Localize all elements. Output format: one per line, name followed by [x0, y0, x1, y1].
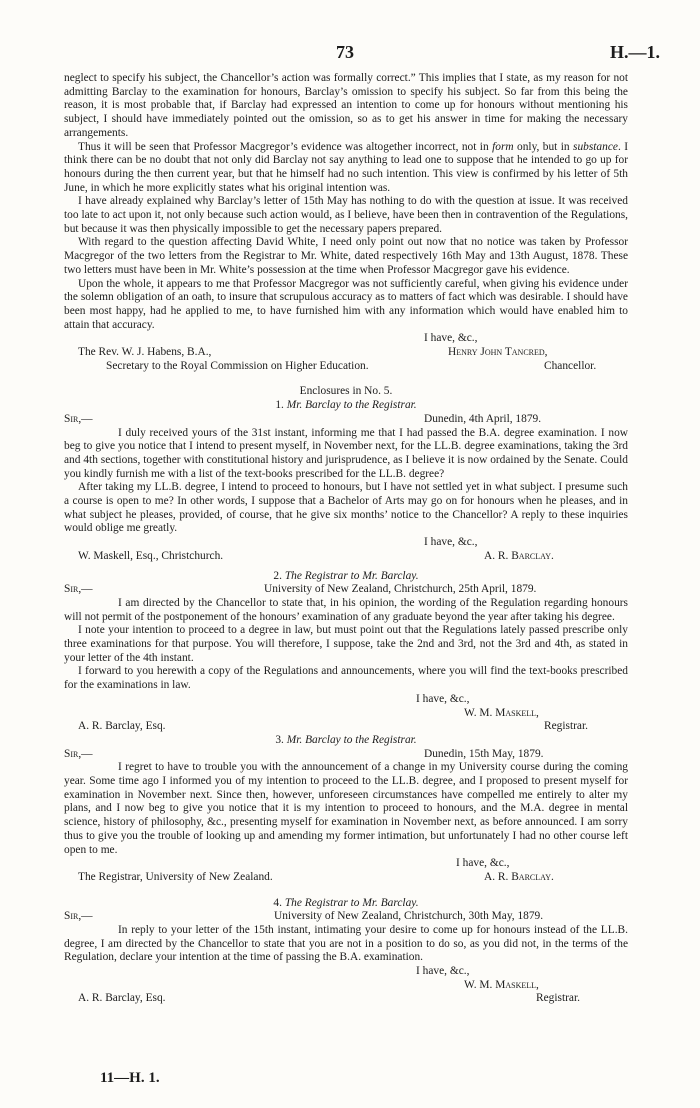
paragraph: I regret to have to trouble you with the announcement of a change in my University course during the coming year. Some time ago I informed you of my intention to proceed to the LL.B. degree, and I proposed to present myself for examination in November next. Since then, however, unforeseen circumstances have compelled me entirely to alter my plans, and I now beg to give you notice that it is my intention to proceed to honours, and the M.A. degree in mental science, history of philosophy, &c., presenting myself for examination in November next, as before announced. I am sorry thus to give you the trouble of looking up and amending my former intimation, but unfortunately I had no other course left open to me. [64, 761, 628, 856]
paragraph: Upon the whole, it appears to me that Professor Macgregor was not sufficiently careful, when giving his evidence under the solemn obligation of an oath, to insure that scrupulous accuracy as to matters of fact which was desirable. I should have been most happy, had he applied to me, to have furnished him with any information which would have enabled him to attain that accuracy. [64, 277, 628, 331]
addressee: A. R. Barclay, Esq. [78, 992, 166, 1005]
salutation: Sir,— [64, 747, 93, 760]
paragraph: I duly received yours of the 31st instant, informing me that I had passed the B.A. degree examination. I now beg to give you notice that I intend to present myself, in November next, for the LL.B. degree examinations, taking the 3rd and 4th sections, together with constitutional history and jurisprudence, as I believe it is now ordained by the Senate. Could you kindly furnish me with a list of the text-books prescribed for the LL.B. degree? [64, 426, 628, 480]
addressee: W. Maskell, Esq., Christchurch. [78, 549, 224, 562]
signatory-title: Registrar. [536, 992, 580, 1005]
signatory: A. R. Barclay. [484, 549, 554, 562]
paragraph: In reply to your letter of the 15th instant, intimating your desire to come up for honours instead of the LL.B. degree, I am directed by the Chancellor to state that you are not in a position to do so, as you did not, in the terms of the Regulation, declare your intention at the time of passing the B.A. examination. [64, 923, 628, 964]
addressee: A. R. Barclay, Esq. [78, 720, 166, 733]
signatory-title: Registrar. [544, 720, 588, 733]
signature-block: I have, &c., [424, 332, 478, 345]
paragraph: With regard to the question affecting David White, I need only point out now that no notice was taken by Professor Macgregor of the two letters from the Registrar to Mr. White, dated respectively 16th May and 13th August, 1878. These two letters must have been in Mr. White’s possession at the time when Professor Macgregor gave his evidence. [64, 236, 628, 276]
paragraph: I forward to you herewith a copy of the Regulations and announcements, where you will find the text-books prescribed for the examinations in law. [64, 665, 628, 692]
letter-heading: 1. Mr. Barclay to the Registrar. [275, 399, 417, 412]
addressee-title: Secretary to the Royal Commission on Higher Education. [106, 359, 369, 372]
signatory: Henry John Tancred, [448, 346, 548, 359]
signatory: W. M. Maskell, [464, 706, 539, 719]
page-footer: 11—H. 1. [100, 1070, 160, 1086]
paragraph: Thus it will be seen that Professor Macgregor’s evidence was altogether incorrect, not in form only, but in substance. I think there can be no doubt that not only did Barclay not say anything to lead one to suppose that he intended to go up for honours during the then current year, but that he himself had no such intention. This view is confirmed by his letter of 5th June, in which he more explicitly states what his original intention was. [64, 140, 629, 194]
paragraph: I note your intention to proceed to a degree in law, but must point out that the Regulations lately passed prescribe only three examinations for that purpose. You will therefore, I suppose, take the 2nd and 3rd, not the 3rd and 4th, as stated in your letter of the 4th instant. [64, 624, 628, 664]
paragraph: I am directed by the Chancellor to state that, in his opinion, the wording of the Regulation regarding honours will not permit of the postponement of the honours’ examination of any graduate beyond the year after taking his degree. [64, 596, 628, 623]
enclosures-heading: Enclosures in No. 5. [299, 385, 393, 398]
salutation: Sir,— [64, 583, 93, 596]
salutation: Sir,— [64, 910, 93, 923]
signatory-title: Chancellor. [544, 359, 597, 372]
letter-heading: 4. The Registrar to Mr. Barclay. [273, 896, 419, 909]
page-number: 73 [336, 42, 354, 62]
letter-heading: 2. The Registrar to Mr. Barclay. [273, 569, 419, 582]
signatory: W. M. Maskell, [464, 978, 539, 991]
place-date: University of New Zealand, Christchurch, 25th April, 1879. [264, 583, 537, 596]
place-date: Dunedin, 15th May, 1879. [424, 747, 544, 760]
salutation: Sir,— [64, 412, 93, 425]
signatory: A. R. Barclay. [484, 870, 554, 883]
place-date: Dunedin, 4th April, 1879. [424, 412, 542, 425]
addressee: The Rev. W. J. Habens, B.A., [78, 346, 212, 359]
letter-heading: 3. Mr. Barclay to the Registrar. [275, 733, 417, 746]
paragraph: I have already explained why Barclay’s letter of 15th May has nothing to do with the question at issue. It was received too late to act upon it, not only because such action would, as I believe, have been then in contravention of the Regulations, but because it was then physically impossible to get the necessary papers prepared. [64, 195, 628, 235]
document-reference: H.—1. [609, 42, 660, 62]
paragraph: neglect to specify his subject, the Chancellor’s action was formally correct.” This implies that I state, as my reason for not admitting Barclay to the examination for honours, Barclay’s omission to specify his subject. So far from this being the reason, it is most probable that, if Barclay had expressed an intention to come up for honours without mentioning his subject, I should have immediately pointed out the omission, so as to get his answer in time for making the necessary arrangements. [64, 72, 628, 139]
place-date: University of New Zealand, Christchurch, 30th May, 1879. [274, 910, 544, 923]
document-body: neglect to specify his subject, the Chancellor’s action was formally correct.” This implies that I state, as my reason for not admitting Barclay to the examination for honours, Barclay’s omission to specify his subject. So far from this being the reason, it is most probable that, if Barclay had expressed an intention to come up for honours without mentioning his subject, I should have immediately pointed out the omission, so as to get his answer in time for making the necessary arrangements. Thus it will be seen that Professor Macgregor’s evidence was altogether incorrect, not in form only, but in substance. I think there can be no doubt that not only did Barclay not say anything to lead one to suppose that he intended to go up for honours during the then current year, but that he himself had no such intention. This view is confirmed by his letter of 5th June, in which he more explicitly states what his original intention was. I have already explained why Barclay’s letter of 15th May has nothing to do with the question at issue. It was received too late to act upon it, not only because such action would, as I believe, have been then in contravention of the Regulations, but because it was then physically impossible to get the necessary papers prepared. With regard to the question affecting David White, I need only point out now that no notice was taken by Professor Macgregor of the two letters from the Registrar to Mr. White, dated respectively 16th May and 13th August, 1878. These two letters must have been in Mr. White’s possession at the time when Professor Macgregor gave his evidence. Upon the whole, it appears to me that Professor Macgregor was not sufficiently careful, when giving his evidence under the solemn obligation of an oath, to insure that scrupulous accuracy as to matters of fact which was desirable. I should have been most happy, had he applied to me, to have furnished him with any information which would have enabled him to attain that accuracy. I have, &c., The Rev. W. J. Habens, B.A., Henry John Tancred, Secretary to the Royal Commission on Higher Education. Chancellor. Enclosures in No. 5. 1. Mr. Barclay to the Registrar. Sir,— Dunedin, 4th April, 1879. I duly received yours of the 31st instant, informing me that I had passed the B.A. degree examination. I now beg to give you notice that I intend to present myself, in November next, for the LL.B. degree examinations, taking the 3rd and 4th sections, together with constitutional history and jurisprudence, as I believe it is now ordained by the Senate. Could you kindly furnish me with a list of the text-books prescribed for the LL.B. degree? After taking my LL.B. degree, I intend to proceed to honours, but I have not settled yet in what subject. I presume such a course is open to me? In other words, I suppose that a Bachelor of Arts may go on for honours when he pleases, and in what subject he pleases, provided, of course, that he give six months’ notice to the Chancellor? A reply to these inquiries would oblige me greatly. I have, &c., W. Maskell, Esq., Christchurch. A. R. Barclay. 2. The Registrar to Mr. Barclay. Sir,— University of New Zealand, Christchurch, 25th April, 1879. I am directed by the Chancellor to state that, in his opinion, the wording of the Regulation regarding honours will not permit of the postponement of the honours’ examination of any graduate beyond the year after taking his degree. I note your intention to proceed to a degree in law, but must point out that the Regulations lately passed prescribe only three examinations for that purpose. You will therefore, I suppose, take the 2nd and 3rd, not the 3rd and 4th, as stated in your letter of the 4th instant. I forward to you herewith a copy of the Regulations and announcements, where you will find the text-books prescribed for the examinations in law. I have, &c., W. M. Maskell, A. R. Barclay, Esq. Registrar. 3. Mr. Barclay to the Registrar. Sir,— Dunedin, 15th May, 1879. I regret to have to trouble you with the announcement of a change in my University course during the coming year. Some time ago I informed you of my intention to proceed to the LL.B. degree, and I proposed to present myself for examination in November next. Since then, however, unforeseen circumstances have compelled me entirely to alter my plans, and I now beg to give you notice that it is my intention to proceed to honours, and the M.A. degree in mental science, history of philosophy, &c., presenting myself for examination in November next, as before announced. I am sorry thus to give you the trouble of looking up and amending my former intimation, but unfortunately I had no other course left open to me. I have, &c., The Registrar, University of New Zealand. A. R. Barclay. 4. The Registrar to Mr. Barclay. Sir,— University of New Zealand, Christchurch, 30th May, 1879. In reply to your letter of the 15th instant, intimating your desire to come up for honours instead of the LL.B. degree, I am directed by the Chancellor to state that you are not in a position to do so, as you did not, in the terms of the Regulation, declare your intention at the time of passing the B.A. examination. I have, &c., W. M. Maskell, A. R. Barclay, Esq. Registrar. [64, 72, 629, 1005]
addressee: The Registrar, University of New Zealand. [78, 870, 273, 883]
paragraph: After taking my LL.B. degree, I intend to proceed to honours, but I have not settled yet in what subject. I presume such a course is open to me? In other words, I suppose that a Bachelor of Arts may go on for honours when he pleases, and in what subject he pleases, provided, of course, that he give six months’ notice to the Chancellor? A reply to these inquiries would oblige me greatly. [64, 481, 628, 535]
